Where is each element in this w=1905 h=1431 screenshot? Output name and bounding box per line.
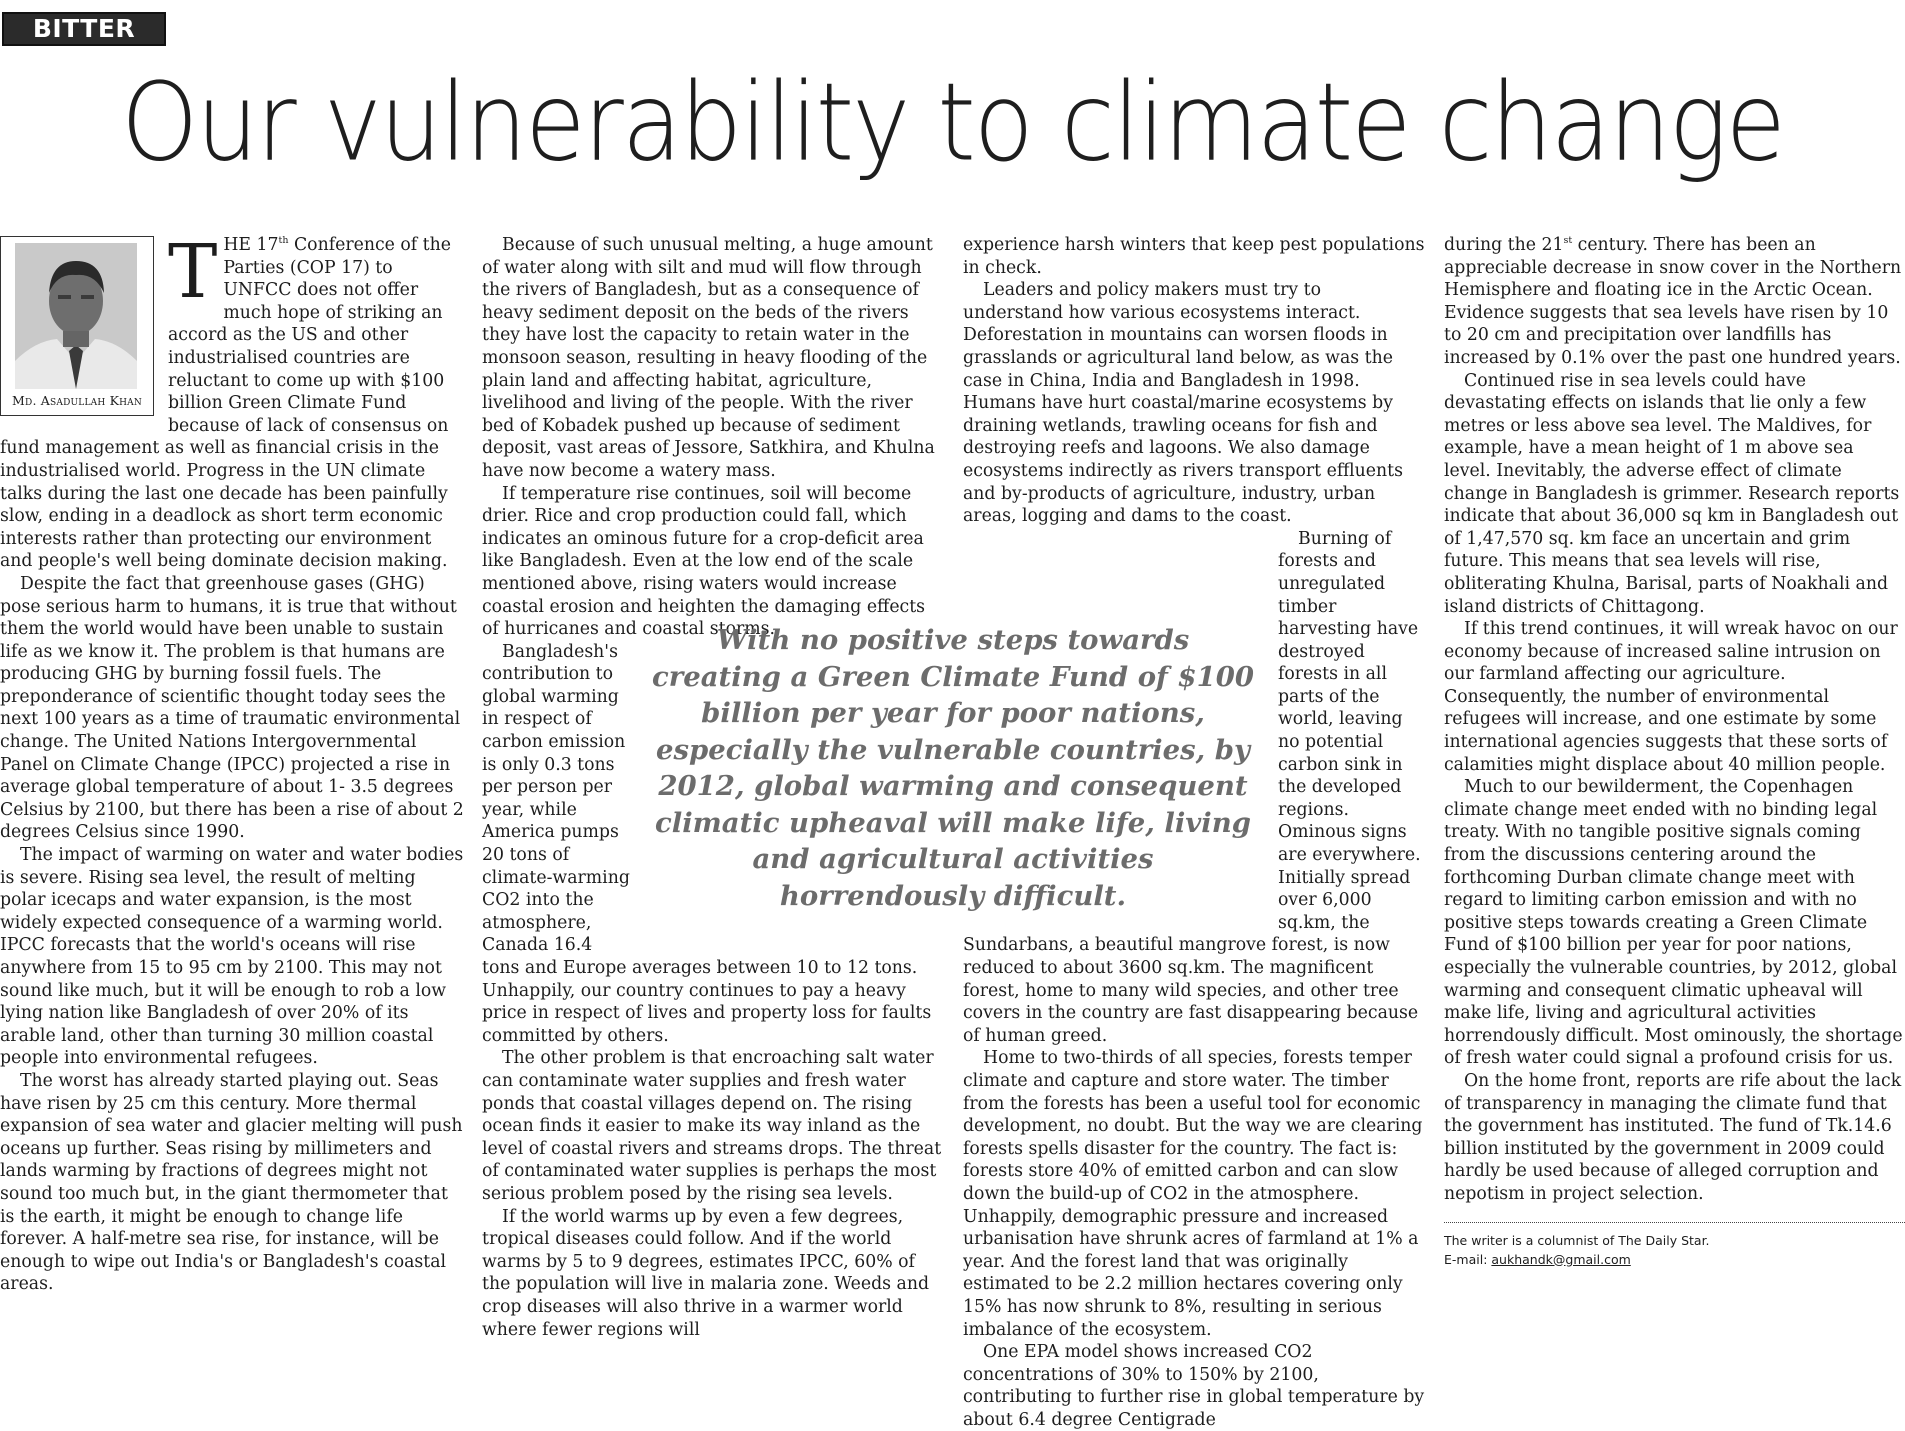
author-portrait <box>15 243 137 389</box>
article-paragraph: If temperature rise continues, soil will become drier. Rice and crop production could fall, which indicates an ominous future for a crop-deficit area like Bangladesh. Even at the low end of the scale mentioned above, rising waters would increase coastal erosion and heighten the damaging effects of hurricanes and coastal storms. <box>482 483 926 640</box>
author-bio <box>1444 1231 1905 1269</box>
article-paragraph: experience harsh winters that keep pest populations in check. <box>963 235 1425 278</box>
pull-quote: With no positive steps towards creating a Green Climate Fund of $100 billion per year for poor nations, especially the vulnerable countries, by 2012, global warming and consequent climatic upheaval will make life, living and agricultural activities horrendously difficult. <box>651 624 1254 912</box>
bio-line: The writer is a columnist of The Daily Star. <box>1444 1232 1710 1248</box>
bio-email-line: E-mail: aukhandk@gmail.com <box>1444 1251 1631 1267</box>
article-paragraph: during the 21st century. There has been an appreciable decrease in snow cover in the Northern Hemisphere and floating ice in the Arctic Ocean. Evidence suggests that sea levels have risen by 10 to 20 cm and precipitation over landfills has increased by 0.1% over the past one hundred years. <box>1444 235 1902 368</box>
article-paragraph: The other problem is that encroaching salt water can contaminate water supplies and fresh water ponds that coastal villages depend on. The rising ocean finds it easier to make its way inland as the level of coastal rivers and streams drops. The threat of contaminated water supplies is perhaps the most serious problem posed by the rising sea levels. <box>482 1048 942 1204</box>
article-paragraph: One EPA model shows increased CO2 concentrations of 30% to 150% by 2100, contributing to further rise in global temperature by about 6.4 degree Centigrade <box>963 1342 1425 1430</box>
article-paragraph: Home to two-thirds of all species, forests temper climate and capture and store water. The timber from the forests has been a useful tool for economic development, no doubt. But the way we are clearing forests spells disaster for the country. The fact is: forests store 40% of emitted carbon and can slow down the build-up of CO2 in the atmosphere. Unhappily, demographic pressure and increased urbanisation have shrunk acres of farmland at 1% a year. And the forest land that was originally estimated to be 2.2 million hectares covering only 15% has now shrunk to 8%, resulting in serious imbalance of the ecosystem. <box>963 1048 1423 1340</box>
article-paragraph: If this trend continues, it will wreak havoc on our economy because of increased saline intrusion on our farmland affecting our agriculture. Consequently, the number of environmental refugees will increase, and one estimate by some international agencies suggests that these sorts of calamities might displace about 40 million people. <box>1444 619 1898 775</box>
article-paragraph: The worst has already started playing out. Seas have risen by 25 cm this century. More thermal expansion of sea water and glacier melting will push oceans up further. Seas rising by millimeters and lands warming by fractions of degrees might not sound too much but, in the giant thermometer that is the earth, it might be enough to change life forever. A half-metre sea rise, for instance, will be enough to wipe out India's or Bangladesh's coastal areas. <box>0 1070 463 1295</box>
drop-cap: T <box>168 229 218 315</box>
article-paragraph: Much to our bewilderment, the Copenhagen climate change meet ended with no binding legal treaty. With no tangible positive signals coming from the discussions centering around the forthcoming Durban climate change meet with regard to limiting carbon emission and with no positive steps towards creating a Green Climate Fund of $100 billion per year for poor nations, especially the vulnerable countries, by 2012, global warming and consequent climatic upheaval will make life, living and agricultural activities horrendously difficult. Most ominously, the shortage of fresh water could signal a profound crisis for us. <box>1444 777 1903 1069</box>
author-photo-frame <box>0 236 154 416</box>
author-caption: Md. Asadullah Khan <box>12 393 142 409</box>
article-paragraph: On the home front, reports are rife about the lack of transparency in managing the climate fund that the government has instituted. The fund of Tk.14.6 billion instituted by the government in 2009 could hardly be used because of alleged corruption and nepotism in project selection. <box>1444 1070 1902 1204</box>
section-kicker: BITTER TRUTH <box>2 12 166 46</box>
article-paragraph: Because of such unusual melting, a huge amount of water along with silt and mud will flow through the rivers of Bangladesh, but as a consequence of heavy sediment deposit on the beds of the rivers they have lost the capacity to retain water in the monsoon season, resulting in heavy flooding of the plain land and affecting habitat, agriculture, livelihood and living of the people. With the river bed of Kobadek pushed up because of sediment deposit, vast areas of Jessore, Satkhira, and Khulna have now become a watery mass. <box>482 235 935 481</box>
article-paragraph: Leaders and policy makers must try to understand how various ecosystems interact. Deforestation in mountains can worsen floods in grasslands or agricultural land below, as was the case in China, India and Bangladesh in 1998. Humans have hurt coastal/marine ecosystems by draining wetlands, trawling oceans for fish and destroying reefs and lagoons. We also damage ecosystems indirectly as rivers transport effluents and by-products of agriculture, industry, urban areas, logging and dams to the coast. <box>963 280 1403 527</box>
page-title: Our vulnerability to climate change <box>121 60 1784 186</box>
article-paragraph: Continued rise in sea levels could have devastating effects on islands that lie only a few metres or less above sea level. The Maldives, for example, have a mean height of 1 m above sea level. Inevitably, the adverse effect of climate change in Bangladesh is grimmer. Research reports indicate that about 36,000 sq km in Bangladesh out of 1,47,570 sq. km face an uncertain and grim future. This means that sea levels will rise, obliterating Khulna, Barisal, parts of Noakhali and island districts of Chittagong. <box>1444 370 1900 617</box>
article-paragraph: Burning of forests and unregulated timber harvesting have destroyed forests in all parts of the world, leaving no potential carbon sink in the developed regions. Ominous signs are everywhere. Initially spread over 6,000 sq.km, the Sundarbans, a beautiful mangrove forest, is now reduced to about 3600 sq.km. The magnificent forest, home to many wild species, and other tree covers in the country are fast disappearing because of human greed. <box>963 528 1421 1046</box>
article-paragraph: Bangladesh's contribution to global warming in respect of carbon emission is only 0.3 tons per person per year, while America pumps 20 tons of climate-warming CO2 into the atmosphere, Canada 16.4 tons and Europe averages between 10 to 12 tons. Unhappily, our country continues to pay a heavy price in respect of lives and property loss for faults committed by others. <box>482 641 932 1046</box>
article-paragraph: THE 17th Conference of the Parties (COP 17) to UNFCC does not offer much hope of striking an accord as the US and other industrialised countries are reluctant to come up with $100 billion Green Climate Fund because of lack of consensus on fund management as well as financial crisis in the industrialised world. Progress in the UN climate talks during the last one decade has been painfully slow, ending in a deadlock as short term economic interests rather than protecting our environment and people's well being dominate decision making. <box>0 229 451 572</box>
article-paragraph: If the world warms up by even a few degrees, tropical diseases could follow. And if the world warms by 5 to 9 degrees, estimates IPCC, 60% of the population will live in malaria zone. Weeds and crop diseases will also thrive in a warmer world where fewer regions will <box>482 1206 930 1340</box>
email-link[interactable]: aukhandk@gmail.com <box>1491 1251 1631 1267</box>
article-paragraph: The impact of warming on water and water bodies is severe. Rising sea level, the result of melting polar icecaps and water expansion, is the most widely expected consequence of a warming world. IPCC forecasts that the world's oceans will rise anywhere from 15 to 95 cm by 2100. This may not sound like much, but it will be enough to rob a low lying nation like Bangladesh of over 20% of its arable land, other than turning 30 million coastal people into environmental refugees. <box>0 845 464 1069</box>
article-column-4 <box>1444 234 1905 1274</box>
article-paragraph: Despite the fact that greenhouse gases (GHG) pose serious harm to humans, it is true that without them the world would have been unable to sustain life as we know it. The problem is that humans are producing GHG by burning fossil fuels. The preponderance of scientific thought today sees the next 100 years as a time of traumatic environmental change. The United Nations Intergovernmental Panel on Climate Change (IPCC) projected a rise in average global temperature of about 1- 3.5 degrees Celsius by 2100, but there has been a rise of about 2 degrees Celsius since 1990. <box>0 573 464 843</box>
dotted-divider <box>1444 1222 1905 1223</box>
article-column-1 <box>0 229 464 1295</box>
